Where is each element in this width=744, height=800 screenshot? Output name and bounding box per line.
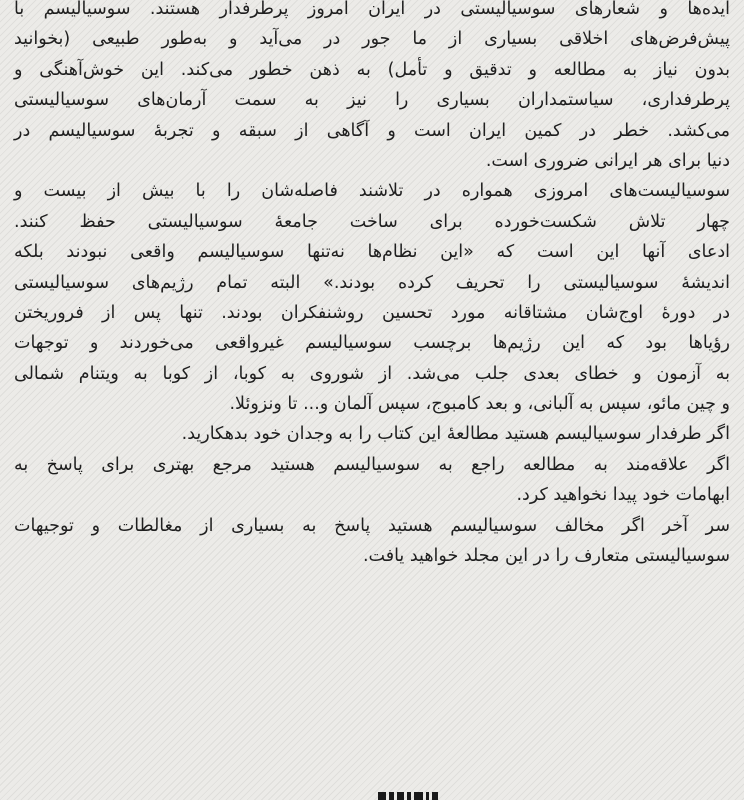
text-line: ابهامات خود پیدا نخواهید کرد.: [516, 485, 730, 506]
text-line: سر آخر اگر مخالف سوسیالیسم هستید پاسخ به بسیاری از مغالطات و توجیهات: [14, 515, 730, 536]
text-line: ایده‌ها و شعارهای سوسیالیستی در ایران امروز پرطرفدار هستند. سوسیالیسم با: [14, 0, 730, 19]
text-line: چهار تلاش شکست‌خورده برای ساخت جامعهٔ سوسیالیستی حفظ کنند.: [14, 211, 730, 232]
text-line: دنیا برای هر ایرانی ضروری است.: [485, 150, 730, 171]
text-line: اندیشهٔ سوسیالیستی را تحریف کرده بودند.» البته تمام رژیم‌های سوسیالیستی: [14, 272, 730, 293]
text-line: سوسیالیستی متعارف را در این مجلد خواهید یافت.: [362, 546, 730, 567]
paragraph-2: [14, 176, 730, 419]
text-line: پرطرفداری، سیاستمداران بسیاری را نیز به سمت آرمان‌های سوسیالیستی: [14, 90, 730, 111]
text-line: می‌کشد. خطر در کمین ایران است و آگاهی از سبقه و تجربهٔ سوسیالیسم در: [14, 120, 730, 141]
barcode-fragment: [368, 792, 438, 800]
text-line: در دورهٔ اوج‌شان مشتاقانه مورد تحسین روشنفکران بودند. تنها پس از فروریختن: [14, 302, 730, 323]
text-line: سوسیالیست‌های امروزی همواره در تلاشند فاصله‌شان را با بیش از بیست و: [14, 181, 730, 202]
text-line: اگر طرفدار سوسیالیسم هستید مطالعهٔ این کتاب را به وجدان خود بدهکارید.: [181, 424, 730, 445]
paragraph-3: [14, 419, 730, 449]
text-line: رؤیاها بود که این رژیم‌ها برچسب سوسیالیسم غیرواقعی می‌خوردند و توجهات: [14, 333, 730, 354]
paragraph-4: [14, 450, 730, 511]
paragraph-1: [14, 0, 730, 176]
text-line: ادعای آنها این است که «این نظام‌ها نه‌تنها سوسیالیسم واقعی نبودند بلکه: [14, 242, 730, 263]
back-cover-text: [14, 0, 730, 571]
text-line: به آزمون و خطای بعدی جلب می‌شد. از شوروی به کوبا، از کوبا به ویتنام شمالی: [14, 363, 730, 384]
text-line: پیش‌فرض‌های اخلاقی بسیاری از ما جور در می‌آید و به‌طور طبیعی (بخوانید: [14, 29, 730, 50]
text-line: و چین مائو، سپس به آلبانی، و بعد کامبوج، سپس آلمان و... تا ونزوئلا.: [229, 394, 730, 415]
text-line: بدون نیاز به مطالعه و تدقیق و تأمل) به ذهن خطور می‌کند. این خوش‌آهنگی و: [14, 59, 730, 80]
paragraph-5: [14, 511, 730, 572]
text-line: اگر علاقه‌مند به مطالعه راجع به سوسیالیسم هستید مرجع بهتری برای پاسخ به: [14, 454, 730, 475]
